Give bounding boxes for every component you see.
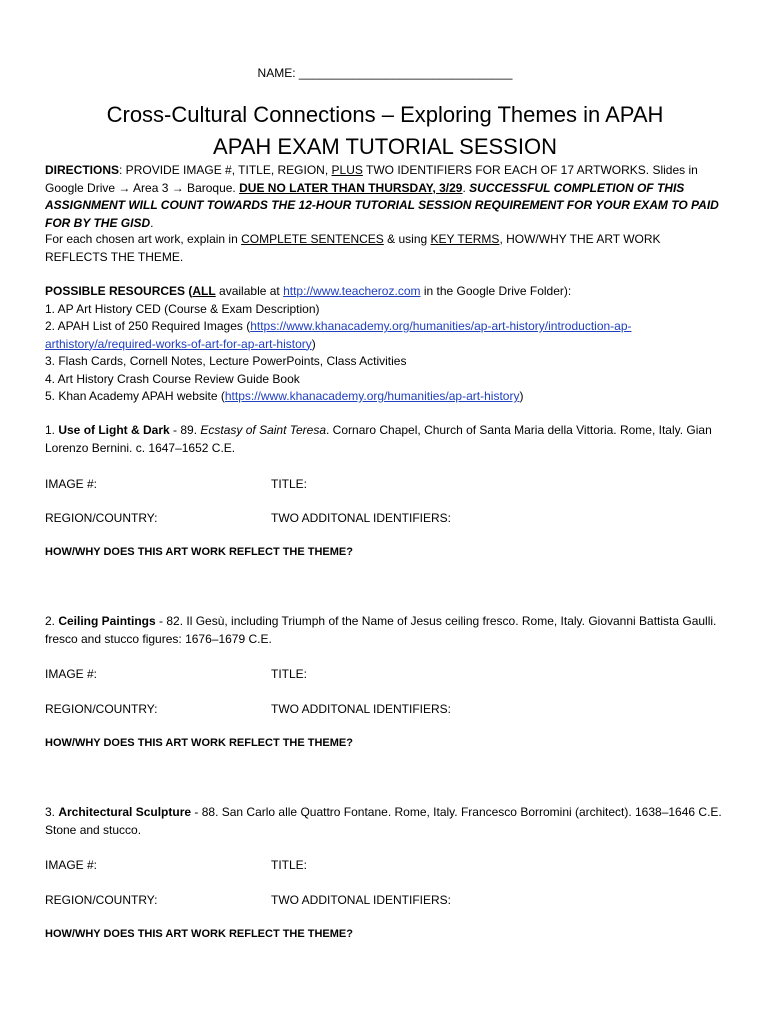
directions-end: . (150, 215, 154, 230)
identifiers-label: TWO ADDITONAL IDENTIFIERS: (271, 511, 452, 525)
region-label: REGION/COUNTRY: (45, 702, 158, 716)
directions-text-3: . (462, 180, 470, 195)
name-label: NAME: (257, 66, 296, 80)
instructions-paragraph (45, 231, 725, 266)
identifiers-label: TWO ADDITONAL IDENTIFIERS: (271, 893, 452, 907)
artwork-number: 1. (45, 423, 59, 437)
resources-after-url: in the Google Drive Folder): (420, 284, 572, 298)
resource-item-3: 3. Flash Cards, Cornell Notes, Lecture PowerPoints, Class Activities (45, 354, 407, 368)
completion-note: SUCCESSFUL COMPLETION OF THIS ASSIGNMENT WILL COUNT TOWARDS THE 12-HOUR TUTORIAL SESSION REQUIREMENT FOR YOUR EXAM TO PAID FOR BY THE GISD (45, 180, 719, 230)
resources-section (45, 283, 725, 406)
teacheroz-link[interactable]: http://www.teacheroz.com (283, 284, 421, 298)
due-date: DUE NO LATER THAN THURSDAY, 3/29 (239, 180, 463, 195)
plus-emphasis: PLUS (331, 163, 363, 177)
image-number-label: IMAGE #: (45, 477, 98, 491)
artwork-number: 2. (45, 614, 59, 628)
theme-question: HOW/WHY DOES THIS ART WORK REFLECT THE THEME? (45, 928, 353, 940)
resources-paren: ( (185, 284, 193, 298)
artwork-separator: - 89. (169, 423, 201, 437)
all-emphasis: ALL (192, 284, 216, 298)
resource-item-2-cont (45, 336, 725, 354)
artwork-title-italic: Ecstasy of Saint Teresa (200, 423, 327, 437)
artwork-separator: - (191, 805, 202, 819)
khan-required-works-link[interactable]: https://www.khanacademy.org/humanities/ap-art-history/introduction-ap- (250, 319, 632, 333)
complete-sentences: COMPLETE SENTENCES (241, 232, 384, 246)
artwork-theme: Architectural Sculpture (58, 805, 192, 819)
name-line (0, 66, 770, 80)
khan-required-works-link-cont[interactable]: arthistory/a/required-works-of-art-for-ap-art-history (45, 336, 312, 351)
resource-item-2 (45, 318, 725, 336)
resource-item-5 (45, 388, 725, 406)
instructions-text: For each chosen art work, explain in (45, 232, 242, 246)
resource-item-4: 4. Art History Crash Course Review Guide Book (45, 371, 300, 386)
title-label: TITLE: (271, 667, 308, 681)
directions-text-2: TWO IDENTIFIERS FOR EACH OF 17 ARTWORKS. Slides in Google Drive → Area 3 → Baroque. (45, 163, 698, 195)
instructions-text-2: & using (383, 232, 431, 246)
artwork-details: . Cornaro Chapel, Church of Santa Maria della Vittoria. Rome, Italy. Gian Lorenzo Bernini. c. 1647–1652 C.E. (45, 423, 712, 455)
region-label: REGION/COUNTRY: (45, 511, 158, 525)
resources-heading (45, 283, 725, 301)
artwork-number: 3. (45, 805, 59, 819)
artwork-separator: - (155, 614, 167, 628)
artwork-details: 88. San Carlo alle Quattro Fontane. Rome, Italy. Francesco Borromini (architect). 1638–1646 C.E. Stone and stucco. (45, 805, 722, 837)
name-blank: ________________________________ (298, 66, 513, 80)
title-label: TITLE: (271, 477, 308, 491)
key-terms: KEY TERMS (430, 232, 500, 246)
khan-apah-link[interactable]: https://www.khanacademy.org/humanities/ap-art-history (224, 389, 520, 403)
document-title: Cross-Cultural Connections – Exploring Themes in APAH (106, 102, 664, 127)
directions-paragraph (45, 162, 725, 232)
resource-item-5-text: 5. Khan Academy APAH website ( (45, 389, 225, 403)
resource-item-1: 1. AP Art History CED (Course & Exam Description) (45, 301, 320, 316)
theme-question: HOW/WHY DOES THIS ART WORK REFLECT THE THEME? (45, 737, 353, 749)
title-label: TITLE: (271, 858, 308, 872)
directions-text: : PROVIDE IMAGE #, TITLE, REGION, (119, 163, 332, 177)
theme-question: HOW/WHY DOES THIS ART WORK REFLECT THE THEME? (45, 546, 353, 558)
resource-item-2-text: 2. APAH List of 250 Required Images ( (45, 319, 251, 333)
instructions-text-3: , HOW/WHY THE ART WORK REFLECTS THE THEME. (45, 232, 661, 264)
resource-item-5-close: ) (519, 389, 524, 403)
resource-item-2-close: ) (311, 336, 316, 351)
document-subtitle: APAH EXAM TUTORIAL SESSION (213, 134, 557, 159)
artwork-theme: Ceiling Paintings (58, 614, 156, 628)
directions-label: DIRECTIONS (45, 163, 120, 177)
image-number-label: IMAGE #: (45, 667, 98, 681)
artwork-theme: Use of Light & Dark (58, 423, 170, 437)
image-number-label: IMAGE #: (45, 858, 98, 872)
resources-label: POSSIBLE RESOURCES (45, 284, 186, 298)
artwork-details: 82. Il Gesù, including Triumph of the Name of Jesus ceiling fresco. Rome, Italy. Giovanni Battista Gaulli. fresco and stucco figures: 1676–1679 C.E. (45, 614, 717, 646)
resources-available: available at (215, 284, 284, 298)
artwork-3-description (45, 804, 725, 839)
region-label: REGION/COUNTRY: (45, 893, 158, 907)
artwork-2-description (45, 613, 725, 648)
artwork-1-description (45, 422, 725, 457)
identifiers-label: TWO ADDITONAL IDENTIFIERS: (271, 702, 452, 716)
